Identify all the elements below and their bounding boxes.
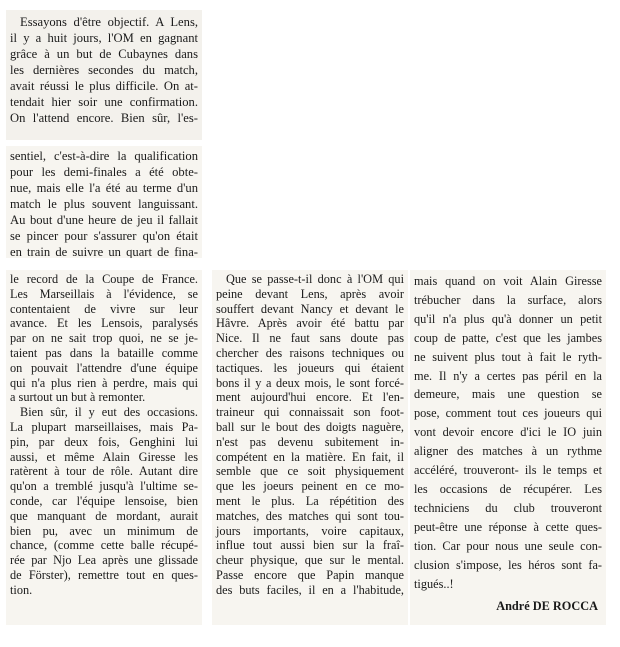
text-line: chercher des raisons techniques ou [216,345,404,360]
article-fragment-top [6,10,202,140]
text-line: trébucher dans la surface, alors [414,292,602,307]
text-line: coup de patte, c'est que les jambes [414,330,602,345]
text-line: le record de la Coupe de France. [10,272,198,286]
text-line: aussi, et même Alain Giresse les [10,449,198,464]
article-column-3 [410,270,606,625]
text-line: peut-être une réponse à cette ques- [414,519,602,534]
text-line: ball sur le bout des doigts naguère, [216,419,404,434]
text-line: Bien sûr, il y eut des occasions. [20,405,198,420]
text-line: des buts faciles, il en a l'habitude, [216,582,404,597]
text-line: avance. Et les Lensois, paralysés [10,316,198,331]
text-line: peine devant Lens, après avoir [216,286,404,301]
text-line: tigués..! [414,576,454,591]
text-line: compétent en la matière. En fait, il [216,449,404,464]
text-line: de Förster), remettre tout en ques- [10,567,198,582]
article-column-1 [6,270,202,625]
text-line: nue, mais elle l'a été au terme d'un [10,181,198,195]
text-line: aligner des matches à un rythme [414,444,602,459]
text-line: Au bout d'une heure de jeu il fallait [10,213,198,227]
text-line: mais quand on voit Alain Giresse [414,274,602,288]
text-line: On l'attend encore. Bien sûr, l'es- [10,111,198,125]
text-line: bien pu, avec un minimum de [10,523,198,538]
text-line: me. Il n'y a certes pas péril en la [414,368,602,383]
text-line: pose, comment tout ces joueurs qui [414,406,602,421]
text-line: Les Marseillais à l'évidence, se [10,286,198,301]
text-line: ratèrent à tour de rôle. Autant dire [10,464,198,479]
text-line: Passe encore que Papin manque [216,567,404,582]
text-line: vont devoir encore d'ici le IO juin [414,425,602,440]
text-line: Essayons d'être objectif. A Lens, [20,15,198,29]
text-line: ment aujourd'hui encore. Et l'en- [216,390,404,405]
text-line: Hâvre. Après avoir été battu par [216,316,404,331]
text-line: match le plus souvent languissant. [10,197,198,211]
text-line: contentaient de vivre sur leur [10,301,198,316]
text-line: rée par Njo Lea après une glissade [10,553,198,568]
text-line: matches, des matches qui sont tou- [216,508,404,523]
text-line: cheur physique, que sur le mental. [216,553,404,568]
text-line: La plupart marseillaises, mais Pa- [10,419,198,434]
text-line: demeure, mais une question se [414,387,602,402]
text-line: se pincer pour s'assurer qu'on était [10,229,198,243]
text-line: influe tout aussi bien sur la fraî- [216,538,404,553]
text-line: bons il y a deux mois, le sont forcé- [216,375,404,390]
text-line: il y a huit jours, l'OM en gagnant [10,31,198,45]
text-line: traineur qui connaissait son foot- [216,405,404,420]
text-line: ne suivent plus tout à fait le ryth- [414,349,602,364]
text-line: que manquant de mordant, aurait [10,508,198,523]
text-line: qu'on a tremblé jusqu'à l'ultime se- [10,479,198,494]
text-line: pin, par deux fois, Genghini lui [10,434,198,449]
text-line: jours importants, voire capitaux, [216,523,404,538]
text-line: avait réussi le plus difficile. On at- [10,79,198,93]
text-line: conde, car l'équipe lensoise, bien [10,493,198,508]
text-line: n'est pas devenu subitement in- [216,434,404,449]
text-line: Que se passe-t-il donc à l'OM qui [226,272,404,286]
text-line: semble que ce soit physiquement [216,464,404,479]
text-line: techniciens du club trouveront [414,500,602,515]
article-column-2 [212,270,408,625]
text-line: les dernières secondes du match, [10,63,198,77]
article-fragment-middle [6,146,202,258]
text-line: on pouvait l'attendre d'une équipe [10,360,198,375]
text-line: a surtout un but à remonter. [10,390,146,405]
text-line: taient pas dans la bataille comme [10,345,198,360]
text-line: qu'il n'a plus qu'à donner un petit [414,311,602,326]
text-line: grâce à un but de Cubaynes dans [10,47,198,61]
text-line: qui n'a plus rien à perdre, mais qui [10,375,198,390]
text-line: ment le plus. La répétition des [216,493,404,508]
text-line: pour les demi-finales a été obte- [10,165,198,179]
text-line: que les joeurs peinent en ce mo- [216,479,404,494]
text-line: Nice. Il ne faut sans doute pas [216,331,404,346]
author-signature: André DE ROCCA [496,599,598,614]
text-line: en train de suivre un quart de fina- [10,245,198,258]
text-line: chance, (comme cette balle récupé- [10,538,198,553]
text-line: tendait hier soir une confirmation. [10,95,198,109]
text-line: tion. Car pour nous une seule con- [414,538,602,553]
text-line: sentiel, c'est-à-dire la qualification [10,149,198,163]
text-line: souffert devant Nancy et devant le [216,301,404,316]
text-line: les occasions de récupérer. Les [414,481,602,496]
text-line: tion. [10,582,33,597]
text-line: par on ne sait trop quoi, ne se je- [10,331,198,346]
text-line: tactiques. les joueurs qui étaient [216,360,404,375]
text-line: accéléré, trouveront- ils le temps et [414,463,602,478]
text-line: clusion s'impose, les héros sont fa- [414,557,602,572]
